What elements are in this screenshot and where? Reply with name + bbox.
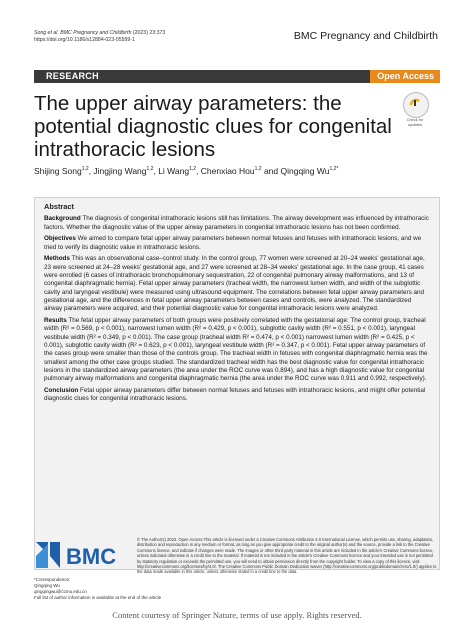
abstract-conclusion: Conclusion Fetal upper airway parameters differ between normal fetuses and fetuses with intrathoracic lesions, and might offer potential diagnostic clues for congenital intrathoracic lesions. bbox=[44, 386, 426, 403]
abstract-heading: Abstract bbox=[44, 202, 74, 211]
correspondence-block: *Correspondence: Qingqing Wu qingqingwu@ccmu.edu.cn Full list of author information is available at the end of the article bbox=[34, 577, 184, 601]
svg-text:BMC: BMC bbox=[66, 544, 117, 569]
article-title: The upper airway parameters: the potential diagnostic clues for congenital intrathoracic lesions bbox=[34, 92, 392, 161]
correspondence-email[interactable]: qingqingwu@ccmu.edu.cn bbox=[34, 589, 87, 594]
abstract-methods: Methods This was an observational case–control study. In the control group, 77 women were screened at 20–24 weeks' gestational age, 23 were screened at 24–28 weeks' gestational age, and 27 were screened at 28–34 weeks' gestational age. In the case group, 41 cases were enrolled (6 cases of intrathoracic bronchopulmonary sequestration, 22 of congenital pulmonary airway malformations, and 13 of congenital diaphragmatic hernia). Fetal upper airway parameters (tracheal width, the narrowest lumen width, and width of the subglottic cavity and laryngeal vestibule) were measured using ultrasound equipment. The correlations between fetal upper airway parameters and gestational age, and the differences in fetal upper airway parameters between cases and controls, were analyzed. The standardized airway parameters were acquired, and their potential diagnostic value for congenital intrathoracic lesions were analyzed. bbox=[44, 255, 425, 313]
abstract-results: Results The fetal upper airway parameters of both groups were positively correlated with the gestational age: The control group, tracheal width (R² = 0.569, p < 0.001), narrowest lumen width (R² = 0.429, p < 0.001), subglottic cavity width (R² = 0.551, p < 0.001), laryngeal vestibule width (R² = 0.349, p < 0.001). The case group (tracheal width R² = 0.474, p < 0.001) narrowest lumen width (R² = 0.425, p < 0.001), subglottic cavity width (R² = 0.623, p < 0.001), laryngeal vestibule width (R² = 0.347, p < 0.001). Fetal upper airway parameters of the cases group were smaller than those of the controls group. The tracheal width in fetuses with congenital diaphragmatic hernia was the smallest among the other case groups studied. The standardized tracheal width has the best diagnostic value for congenital intrathoracic lesions in the standardized airway parameters (the area under the ROC curve was 0.894), and has a high diagnostic value for congenital pulmonary airway malformations and congenital diaphragmatic hernia (the area under the ROC curve was 0.911 and 0.992, respectively). bbox=[44, 317, 428, 383]
journal-name: BMC Pregnancy and Childbirth bbox=[293, 30, 438, 42]
bmc-logo bbox=[34, 536, 129, 574]
author[interactable]: Jingjing Wang$^{1,2}$ bbox=[93, 166, 154, 176]
author-list: Shijing Song$^{1,2}$, Jingjing Wang$^{1,2}$, Li Wang$^{1,2}$, Chenxiao Hou$^{1,2}$ and Qingqing $Wu^{1,2*}$ bbox=[34, 166, 339, 176]
article-type-label: RESEARCH bbox=[46, 71, 99, 81]
open-access-label: Open Access bbox=[377, 71, 434, 81]
crossmark-icon bbox=[408, 96, 422, 110]
abstract-content bbox=[44, 203, 430, 407]
running-header-citation bbox=[34, 30, 165, 44]
doi-link[interactable]: https://doi.org/10.1186/s12884-023-05599-1 bbox=[34, 37, 135, 43]
author[interactable]: Chenxiao Hou$^{1,2}$ bbox=[200, 166, 262, 176]
license-statement: © The Author(s) 2023. Open Access This article is licensed under a Creative Commons Attribution 4.0 International License, which permits use, sharing, adaptation, distribution and reproduction in any medium or format, as long as you give appropriate credit to the original author(s) and the source, provide a link to the Creative Commons licence, and indicate if changes were made. The images or other third party material in this article are included in the article's Creative Commons licence, unless indicated otherwise in a credit line to the material. If material is not included in the article's Creative Commons licence and your intended use is not permitted by statutory regulation or exceeds the permitted use, you will need to obtain permission directly from the copyright holder. To view a copy of this licence, visit http://creativecommons.org/licenses/by/4.0/. The Creative Commons Public Domain Dedication waiver (http://creativecommons.org/publicdomain/zero/1.0/) applies to the data made available in this article, unless otherwise stated in a credit line to the data. bbox=[137, 537, 437, 575]
author[interactable]: Li Wang$^{1,2}$ bbox=[158, 166, 197, 176]
footer-notice: Content courtesy of Springer Nature, terms of use apply. Rights reserved. bbox=[112, 610, 362, 620]
citation-journal: Song et al. BMC Pregnancy and Childbirth bbox=[34, 30, 132, 36]
abstract-background: Background The diagnosis of congenital intrathoracic lesions still has limitations. The airway development was influenced by intrathoracic factors. Whether the diagnostic value of the upper airway parameters in congenital intrathoracic lesions has not been confirmed. bbox=[44, 215, 429, 231]
citation-volume: (2023) 23:373 bbox=[132, 30, 166, 36]
author[interactable]: Qingqing $Wu^{1,2*}$ bbox=[280, 166, 339, 176]
author[interactable]: Shijing Song$^{1,2}$ bbox=[34, 166, 89, 176]
abstract-objectives: Objectives We aimed to compare fetal upper airway parameters between normal fetuses and fetuses with intrathoracic lesions, and we tried to verify its diagnostic value in intrathoracic lesions. bbox=[44, 235, 422, 251]
check-for-updates-label: Check for updates bbox=[406, 117, 424, 127]
